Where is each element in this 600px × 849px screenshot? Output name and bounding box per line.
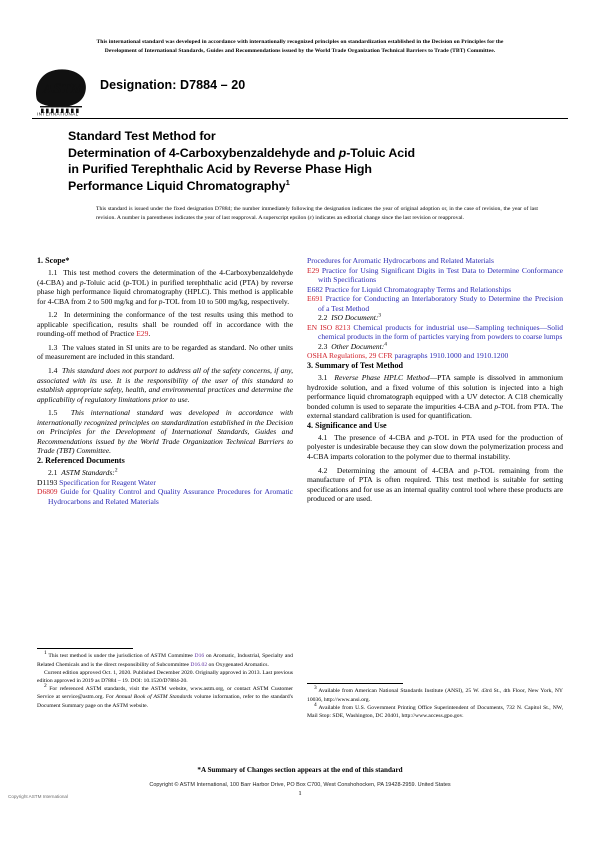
copyright-watermark: Copyright ASTM International xyxy=(8,794,69,799)
section-heading-significance: 4. Significance and Use xyxy=(307,420,387,430)
reference-id[interactable]: EN ISO 8213 xyxy=(307,322,351,332)
reference-item[interactable] xyxy=(307,294,563,313)
subsection-2-3: 2.3 Other Document:$^4$ xyxy=(318,341,387,351)
column-right xyxy=(307,256,563,504)
paragraph-1-2: 1.2 In determining the conformance of the test results using this method to applicable specification, results shall be rounded off in accordance with the rounding-off method of Practice E29. xyxy=(37,310,293,339)
reference-id[interactable]: OSHA Regulations, 29 CFR xyxy=(307,351,393,361)
paragraph-1-5: 1.5 This international standard was developed in accordance with internationally recognized principles on standardization established in the Decision on Principles for the Development of International Standards, Guides and Recommendations issued by the World Trade Organization Technical Barriers to Trade (TBT) Committee. xyxy=(37,408,293,456)
footnote-3: $^3$ Available from American National Standards Institute (ANSI), 25 W. 43rd St., 4th Floor, New York, NY 10036, http://www.ansi.org. xyxy=(307,685,563,703)
footnote-2: $^2$ For referenced ASTM standards, visit the ASTM website, www.astm.org, or contact ASTM Customer Service at service@astm.org. For Annual Book of ASTM Standards volume information, refer to the standard's Document Summary page on the ASTM website. xyxy=(37,683,293,709)
reference-title[interactable]: paragraphs 1910.1000 and 1910.1200 xyxy=(394,351,509,361)
title-line-2: Determination of 4-Carboxybenzaldehyde and p-Toluic Acid xyxy=(68,145,415,160)
paragraph-4-1: 4.1 The presence of 4-CBA and p-TOL in PTA used for the production of polyester is undesirable because they can slow down the polymerization process and 4-CBA imparts coloration to the polymer due to thermal instability. xyxy=(307,432,564,461)
reference-title[interactable]: Practice for Liquid Chromatography Terms and Relationships xyxy=(324,284,512,294)
footnotes-left xyxy=(37,648,293,710)
title-line-3: in Purified Terephthalic Acid by Reverse Phase High xyxy=(68,162,372,176)
title-line-4: Performance Liquid Chromatography$^1$ xyxy=(68,177,290,193)
reference-item[interactable] xyxy=(307,266,563,285)
reference-item-continuation[interactable] xyxy=(307,256,563,266)
reference-id[interactable]: D6809 xyxy=(37,487,58,497)
wto-line-1: This international standard was developed in accordance with internationally recognized principles on standardization established in the Decision on Principles for the xyxy=(96,39,504,45)
reference-id[interactable]: E691 xyxy=(307,294,323,304)
designation-label: Designation: D7884 – 20 xyxy=(100,78,246,92)
reference-item[interactable] xyxy=(37,478,293,488)
paragraph-4-2: 4.2 Determining the amount of 4-CBA and p-TOL remaining from the manufacture of PTA is often required. This test method is suitable for setting specifications and for use as an internal quality control tool where these products are produced or are used. xyxy=(307,465,563,504)
reference-title[interactable]: Guide for Quality Control and Quality Assurance Procedures for Aromatic Hydrocarbons and Related Materials xyxy=(48,487,294,506)
footnote-divider xyxy=(37,648,133,649)
page-title xyxy=(68,128,538,194)
svg-text:INTERNATIONAL: INTERNATIONAL xyxy=(37,111,79,116)
reference-id[interactable]: E682 xyxy=(307,284,323,294)
astm-logo-icon xyxy=(32,66,90,116)
paragraph-1-4: 1.4 This standard does not purport to address all of the safety concerns, if any, associated with its use. It is the responsibility of the user of this standard to establish appropriate safety, health, and environmental practices and determine the applicability of regulatory limitations prior to use. xyxy=(37,365,293,404)
subsection-2-1: 2.1 ASTM Standards:$^2$ xyxy=(48,467,118,477)
reference-id[interactable]: E29 xyxy=(307,265,320,275)
subsection-2-2: 2.2 ISO Document:$^3$ xyxy=(318,312,382,323)
reference-title[interactable]: Practice for Using Significant Digits in Test Data to Determine Conformance with Specifications xyxy=(318,265,563,285)
link-e29[interactable]: E29 xyxy=(136,329,149,339)
summary-of-changes-note: *A Summary of Changes section appears at the end of this standard xyxy=(197,766,403,774)
page-number: 1 xyxy=(298,790,302,797)
footnote-edition: Current edition approved Oct. 1, 2020. Published December 2020. Originally approved in 2013. Last previous edition approved in 2019 as D7884 – 19. DOI: 10.1520/D7884-20. xyxy=(37,669,293,684)
reference-id[interactable]: D1193 xyxy=(37,477,58,487)
copyright-line: Copyright © ASTM International, 100 Barr Harbor Drive, PO Box C700, West Conshohocken, PA 19428-2959. United States xyxy=(149,782,451,788)
footnote-1: $^1$ This test method is under the jurisdiction of ASTM Committee D16 on Aromatic, Industrial, Specialty and Related Chemicals and is the direct responsibility of Subcommittee D16.02 on Oxygenated Aromatics. xyxy=(37,650,293,668)
paragraph-1-3: 1.3 The values stated in SI units are to be regarded as standard. No other units of measurement are included in this standard. xyxy=(37,342,293,362)
reference-item-other[interactable] xyxy=(307,351,563,361)
paragraph-3-1: 3.1 Reverse Phase HPLC Method—PTA sample is dissolved in ammonium hydroxide solution, and a fixed volume of this solution is injected into a high performance liquid chromatograph equipped with a UV detector. A C18 chemically bonded column is used to separate the impurities 4-CBA and p-TOL from PTA. The external standard calibration is used for quantification. xyxy=(307,373,563,421)
section-heading-summary: 3. Summary of Test Method xyxy=(307,360,404,370)
link-d16[interactable]: D16 xyxy=(194,653,205,660)
link-d1602[interactable]: D16.02 xyxy=(190,661,208,668)
masthead xyxy=(32,66,568,116)
reference-title[interactable]: Chemical products for industrial use—Sampling techniques—Solid chemical products in the form of particles varying from powders to coarse lumps xyxy=(318,322,564,342)
reference-title-cont[interactable]: Procedures for Aromatic Hydrocarbons and Related Materials xyxy=(307,256,494,265)
title-line-1: Standard Test Method for xyxy=(68,129,216,143)
footnotes-right xyxy=(307,683,563,720)
reference-item[interactable] xyxy=(307,285,563,295)
masthead-divider xyxy=(32,118,568,119)
section-heading-scope: 1. Scope* xyxy=(37,256,70,265)
wto-statement xyxy=(38,38,562,55)
column-left xyxy=(37,256,293,506)
reference-title[interactable]: Practice for Conducting an Interlaboratory Study to Determine the Precision of a Test Method xyxy=(318,294,563,313)
reference-title[interactable]: Specification for Reagent Water xyxy=(59,477,156,487)
issue-note: This standard is issued under the fixed designation D7884; the number immediately following the designation indicates the year of original adoption or, in the case of revision, the year of last revision. A number in parentheses indicates the year of last reapproval. A superscript epsilon (ε) indicates an editorial change since the last revision or reapproval. xyxy=(96,206,538,222)
wto-line-2: Development of International Standards, Guides and Recommendations issued by the World Trade Organization Technical Barriers to Trade (TBT) Committee. xyxy=(104,47,496,54)
reference-item-iso[interactable] xyxy=(307,323,563,342)
svg-text:ASTM: ASTM xyxy=(43,81,84,97)
reference-item[interactable] xyxy=(37,487,293,506)
footnote-divider xyxy=(307,683,403,684)
footnote-4: $^4$ Available from U.S. Government Printing Office Superintendent of Documents, 732 N. Capitol St., NW, Mail Stop: SDE, Washington, DC 20401, http://www.access.gpo.gov. xyxy=(307,701,564,719)
section-heading-references: 2. Referenced Documents xyxy=(37,455,125,465)
paragraph-1-1: 1.1 This test method covers the determination of the 4-Carboxybenzaldehyde (4-CBA) and p-Toluic acid (p-TOL) in purified terephthalic acid (PTA) by reverse phase high performance liquid chromatography (HPLC). This method is applicable for 4-CBA from 2 to 500 mg/kg and for p-TOL from 10 to 500 mg/kg, respectively. xyxy=(37,268,294,306)
